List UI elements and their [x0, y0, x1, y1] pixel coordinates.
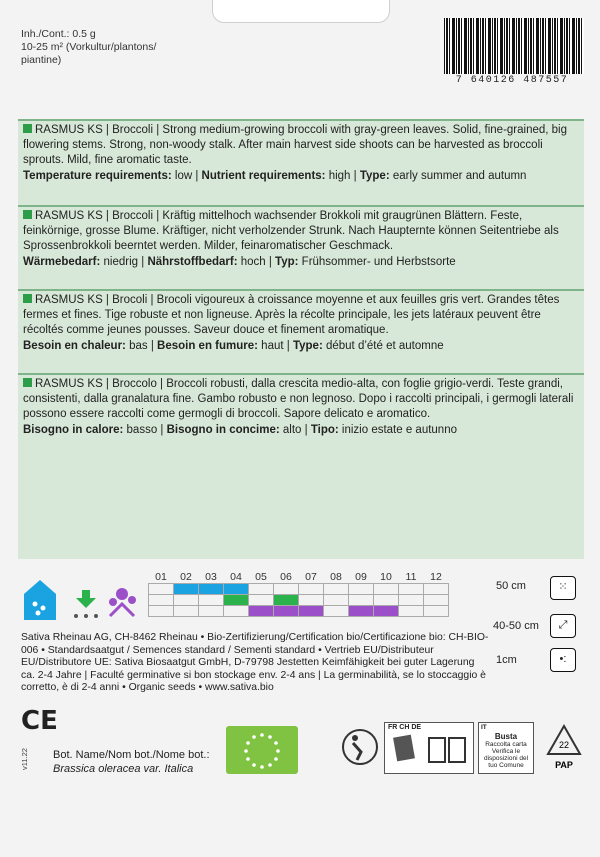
- calendar-cell: [149, 584, 174, 595]
- section-fr: [18, 289, 584, 354]
- calendar-cell: [199, 584, 224, 595]
- calendar-cell: [224, 584, 249, 595]
- recycling-box-it: [478, 722, 534, 774]
- barcode-digits: 7 640126 487557: [455, 75, 569, 86]
- calendar-cell: [374, 595, 399, 606]
- calendar-cell: [299, 584, 324, 595]
- requirements: Temperature requirements: low | Nutrient requirements: high | Type: early summer and autumn: [23, 169, 527, 182]
- pap-recycling-icon: [544, 722, 584, 772]
- section-en: [18, 119, 584, 184]
- sowing-calendar: [148, 570, 449, 617]
- calendar-cell: [199, 595, 224, 606]
- content-weight: Inh./Cont.: 0.5 g: [21, 28, 96, 40]
- calendar-cell: [324, 584, 349, 595]
- calendar-cell: [349, 584, 374, 595]
- calendar-cell: [174, 606, 199, 617]
- harvest-icon: [104, 582, 140, 622]
- recycling-box-fr-ch-de: [384, 722, 474, 774]
- calendar-cell: [424, 606, 449, 617]
- greenhouse-sowing-icon: [22, 578, 58, 622]
- requirements: Wärmebedarf: niedrig | Nährstoffbedarf: hoch | Typ: Frühsommer- und Herbstsorte: [23, 255, 456, 268]
- sowing-depth: 1cm: [496, 654, 517, 666]
- calendar-cell: [399, 595, 424, 606]
- calendar-cell: [199, 606, 224, 617]
- recycling-countries: FR CH DE: [388, 724, 422, 731]
- calendar-cell: [249, 606, 274, 617]
- hang-hole: [212, 0, 390, 23]
- botanical-label: Bot. Name/Nom bot./Nome bot.:: [53, 749, 210, 761]
- calendar-cell: [149, 606, 174, 617]
- pap-number: 22: [558, 740, 570, 750]
- planting-out-icon: [68, 586, 104, 622]
- busta-text: Raccolta carta Verifica le disposizioni del tuo Comune: [483, 741, 529, 769]
- section-text: RASMUS KS | Broccolo | Broccoli robusti, dalla crescita medio-alta, con foglie grigio-verdi. Teste grandi, consistenti, dalla granalatura fine. Gambo robusto e non legnoso. Dopo i raccolti principali, i germogli laterali possono essere raccolti come germogli di broccoli. Sapore delicato e aromatico.: [23, 378, 574, 421]
- calendar-cell: [374, 584, 399, 595]
- calendar-cell: [274, 595, 299, 606]
- calendar-cell: [249, 584, 274, 595]
- five-dots-icon: ⁙: [550, 576, 576, 600]
- barcode-bars: [444, 18, 584, 74]
- calendar-cell: [249, 595, 274, 606]
- calendar-cell: [349, 595, 374, 606]
- ce-mark: CE: [21, 706, 58, 736]
- description-panel: [18, 119, 584, 559]
- calendar-cell: [349, 606, 374, 617]
- green-square-icon: [23, 124, 32, 133]
- eu-organic-leaf-icon: [226, 726, 298, 774]
- company-info: Sativa Rheinau AG, CH-8462 Rheinau • Bio-Zertifizierung/Certification bio/Certificazione bio: CH-BIO-006 • Standardsaatgut / Semences standard / Sementi standard • Vertrieb EU/Distributeur EU/Distributore UE: Sativa Biosaatgut GmbH, D-79798 Jestetten Keimfähigkeit bei guter Lagerung ca. 2-4 Jahre | Faculté germinative si bon stockage env. 2-4 ans | La germinabilità, se lo stoccaggio è corretto, è di 2-4 anni • Organic seeds • www.sativa.bio: [21, 632, 489, 693]
- green-square-icon: [23, 294, 32, 303]
- calendar-row-harvest: [149, 606, 449, 617]
- botanical-name: [53, 748, 210, 776]
- section-it: [18, 373, 584, 438]
- calendar-months: 01 02 03 04 05 06 07 08 09 10 11 12: [155, 570, 442, 583]
- calendar-cell: [174, 584, 199, 595]
- section-de: [18, 205, 584, 270]
- calendar-cell: [274, 606, 299, 617]
- calendar-cell: [149, 595, 174, 606]
- calendar-row-sowing: [149, 584, 449, 595]
- row-spacing: 50 cm: [496, 580, 526, 592]
- calendar-cell: [324, 595, 349, 606]
- seed-depth-icon: •:: [550, 648, 576, 672]
- section-text: RASMUS KS | Broccoli | Kräftig mittelhoch wachsender Brokkoli mit graugrünen Blättern. Feste, feinkörnige, grosse Blume. Kräftiger, nicht verholzender Strunk. Nach Haupternte können Seitentriebe als Sprossenbrokkoli beerntet werden. Milder, feinaromatischer Geschmack.: [23, 210, 559, 253]
- green-square-icon: [23, 378, 32, 387]
- calendar-cell: [299, 606, 324, 617]
- plant-spacing: 40-50 cm: [493, 620, 539, 632]
- section-text: RASMUS KS | Broccoli | Strong medium-growing broccoli with gray-green leaves. Solid, fine-grained, big flowering stems. Strong, non-woody stalk. After main harvest side shoots can be harvested as broccoli sprouts. Mild, fine aromatic taste.: [23, 124, 568, 167]
- calendar-cell: [274, 584, 299, 595]
- requirements: Bisogno in calore: basso | Bisogno in concime: alto | Tipo: inizio estate e autunno: [23, 423, 457, 436]
- calendar-cell: [224, 595, 249, 606]
- calendar-cell: [399, 606, 424, 617]
- busta-label: Busta: [494, 732, 518, 741]
- tidyman-recycling-icon: [340, 722, 380, 772]
- pap-label: PAP: [555, 760, 573, 770]
- calendar-cell: [174, 595, 199, 606]
- section-text: RASMUS KS | Brocoli | Brocoli vigoureux à croissance moyenne et aux feuilles gris vert. Grandes têtes fermes et fines. Tige robuste et non ligneuse. Après la récolte principale, les jets latéraux peuvent être récoltés comme jeunes pousses. Saveur douce et finement aromatique.: [23, 294, 560, 337]
- requirements: Besoin en chaleur: bas | Besoin en fumure: haut | Type: début d’été et automne: [23, 339, 444, 352]
- calendar-cell: [374, 606, 399, 617]
- content-info: [21, 28, 156, 67]
- calendar-cell: [324, 606, 349, 617]
- green-square-icon: [23, 210, 32, 219]
- calendar-cell: [399, 584, 424, 595]
- botanical-value: Brassica oleracea var. Italica: [53, 763, 194, 775]
- coverage-area-2: piantine): [21, 54, 62, 66]
- calendar-cell: [424, 584, 449, 595]
- calendar-cell: [224, 606, 249, 617]
- diagonal-arrow-icon: ⤢: [550, 614, 576, 638]
- calendar-cell: [299, 595, 324, 606]
- calendar-row-planting: [149, 595, 449, 606]
- calendar-cell: [424, 595, 449, 606]
- coverage-area: 10-25 m² (Vorkultur/plantons/: [21, 41, 157, 53]
- recycling-it-label: IT: [481, 724, 487, 731]
- barcode: [440, 18, 584, 86]
- version-number: v11.22: [20, 748, 29, 770]
